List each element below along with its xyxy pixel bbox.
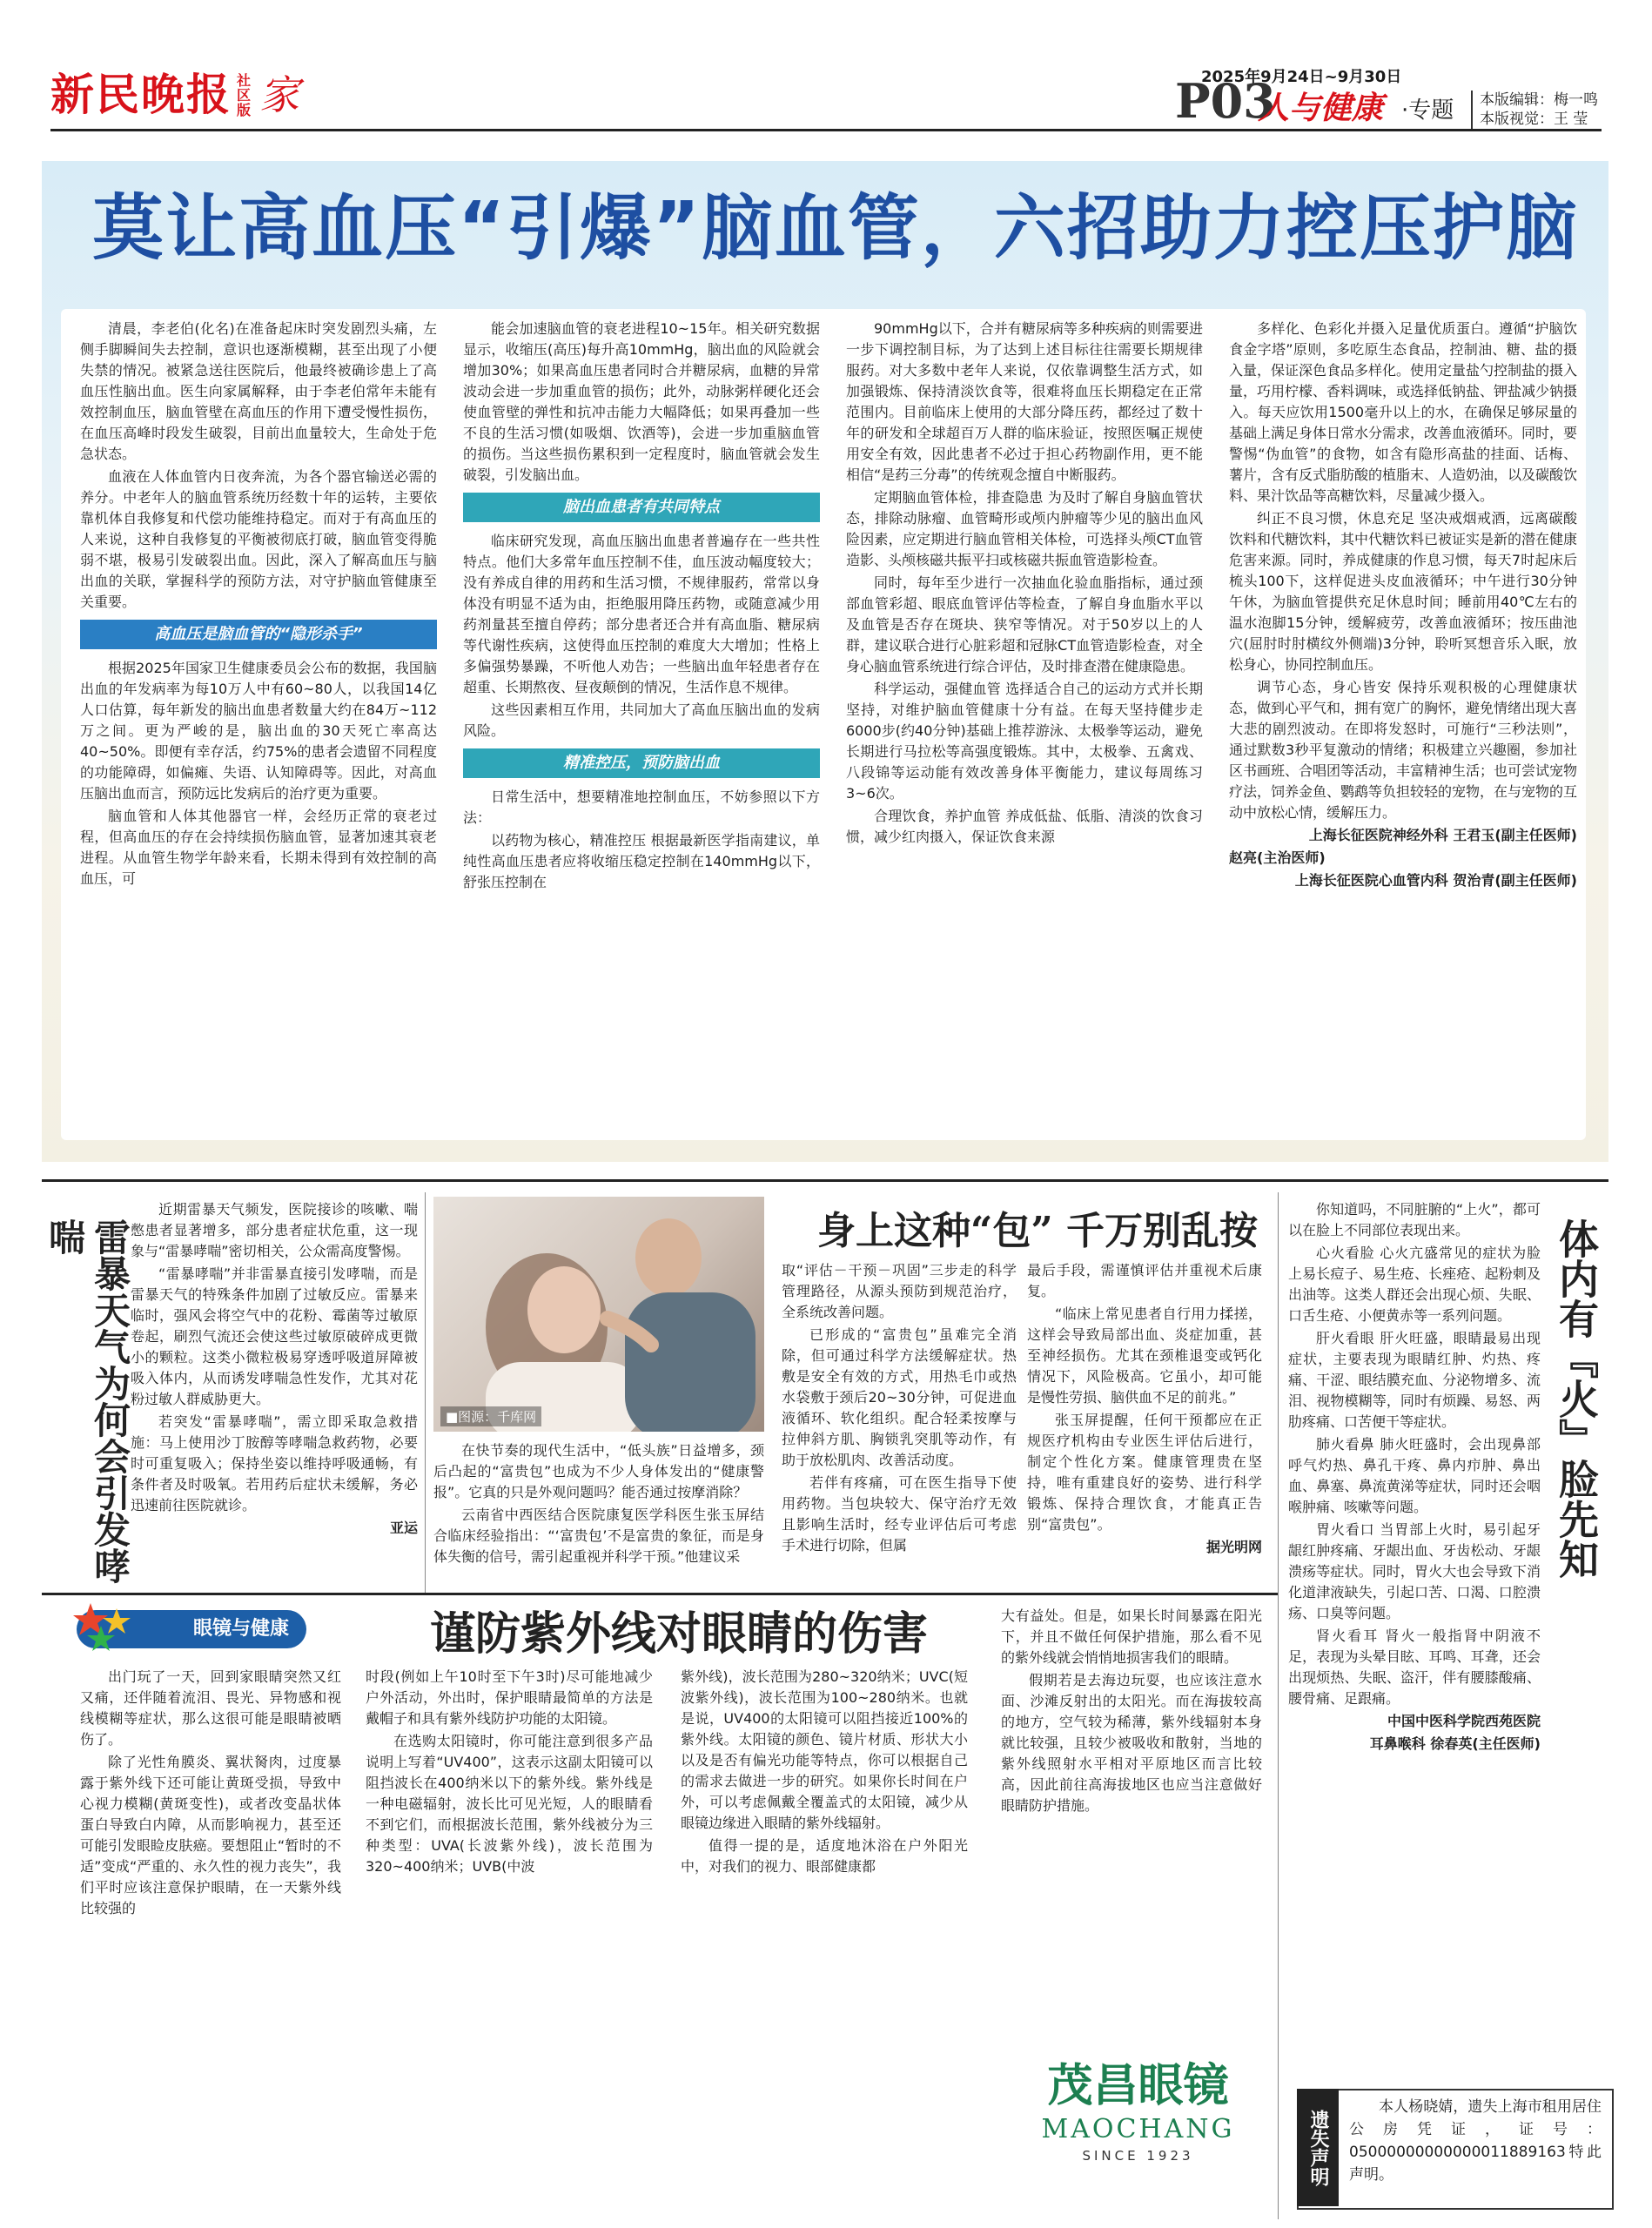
paragraph: 肝火看眼 肝火旺盛，眼睛最易出现症状，主要表现为眼睛红肿、灼热、疼痛、干涩、眼结膜充血、分泌物增多、流泪、视物模糊等，同时有烦躁、易怒、两肋疼痛、口苦便干等症状。 <box>1288 1330 1541 1430</box>
header-rule <box>50 129 1602 131</box>
paper-name: 新民晚报 <box>50 69 232 120</box>
editor-line: 本版编辑：梅一鸣 <box>1480 91 1598 109</box>
issue-date: 2025年9月24日~9月30日 <box>1201 68 1402 86</box>
paragraph: 你知道吗，不同脏腑的“上火”，都可以在脸上不同部位表现出来。 <box>1288 1201 1541 1238</box>
paragraph: 脑血管和人体其他器官一样，会经历正常的衰老过程，但高血压的存在会持续损伤脑血管，显著加速其衰老进程。从血管生物学年龄来看，长期未得到有效控制的高血压，可 <box>80 808 437 887</box>
paragraph: 临床研究发现，高血压脑出血患者普遍存在一些共性特点。他们大多常年血压控制不佳，血压波动幅度较大；没有养成自律的用药和生活习惯，不规律服药，常常以身体没有明显不适为由，拒绝服用降压药物，或随意减少用药剂量甚至擅自停药；部分患者还合并有高血脂、糖尿病等代谢性疾病，这使得血压控制的难度大大增加；性格上多偏强势暴躁，不听他人劝告；一些脑出血年轻患者存在超重、长期熬夜、昼夜颠倒的情况，生活作息不规律。 <box>463 533 820 695</box>
feature-column-1 <box>80 319 437 891</box>
paragraph: “临床上常见患者自行用力揉搓，这样会导致局部出血、炎症加重，甚至神经损伤。尤其在颈椎退变或钙化情况下，风险极高。它虽小，却可能是慢性劳损、脑供血不足的前兆。” <box>1027 1305 1262 1406</box>
paragraph: 能会加速脑血管的衰老进程10~15年。相关研究数据显示，收缩压(高压)每升高10mmHg，脑出血的风险就会增加30%；如果高血压患者同时合并糖尿病，血糖的异常波动会进一步加重血管的损伤；此外，动脉粥样硬化还会使血管壁的弹性和抗冲击能力大幅降低；如果再叠加一些不良的生活习惯(如吸烟、饮酒等)，会进一步加重脑血管的损伤。当这些损伤累积到一定程度时，脑血管就会发生破裂，引发脑出血。 <box>463 320 820 483</box>
paragraph: 肾火看耳 肾火一般指肾中阴液不足，表现为头晕目眩、耳鸣、耳聋，还会出现烦热、失眠、盗汗，伴有腰膝酸痛、腰骨痛、足跟痛。 <box>1288 1627 1541 1707</box>
paragraph: 根据2025年国家卫生健康委员会公布的数据，我国脑出血的年发病率为每10万人中有60~80人，以我国14亿人口估算，每年新发的脑出血患者数量大约在84万~112万之间。更为严峻的是，脑出血的30天死亡率高达40~50%。即便有幸存活，约75%的患者会遗留不同程度的功能障碍，如偏瘫、失语、认知障碍等。因此，对高血压脑出血而言，预防远比发病后的治疗更为重要。 <box>80 660 437 802</box>
paragraph: 紫外线)，波长范围为280~320纳米；UVC(短波紫外线)，波长范围为100~280纳米。也就是说，UV400的太阳镜可以阻挡接近100%的紫外线。太阳镜的颜色、镜片材质、形状大小以及是否有偏光功能等特点，你可以根据自己的需求去做进一步的研究。如果你长时间在户外，可以考虑佩戴全覆盖式的太阳镜，减少从眼镜边缘进入眼睛的紫外线辐射。 <box>681 1668 968 1831</box>
paragraph: 科学运动，强健血管 选择适合自己的运动方式并长期坚持，对维护脑血管健康十分有益。在每天坚持健步走6000步(约40分钟)基础上推荐游泳、太极拳等运动，避免长期进行马拉松等高强度锻炼。其中，太极拳、五禽戏、八段锦等运动能有效改善身体平衡能力，建议每周练习3~6次。 <box>846 681 1203 802</box>
column-name: 人与健康 <box>1258 90 1384 126</box>
feature-headline: 莫让高血压“引爆”脑血管，六招助力控压护脑 <box>92 187 1579 270</box>
masthead <box>50 64 338 125</box>
bag-column-3 <box>1027 1260 1262 1560</box>
feature-column-4 <box>1229 319 1577 893</box>
paragraph: 以药物为核心，精准控压 根据最新医学指南建议，单纯性高血压患者应将收缩压稳定控制在140mmHg以下，舒张压控制在 <box>463 832 820 890</box>
paragraph: 大有益处。但是，如果长时间暴露在阳光下，并且不做任何保护措施，那么看不见的紫外线就会悄悄地损害我们的眼睛。 <box>1001 1607 1262 1666</box>
editor-credits <box>1471 91 1598 129</box>
fire-title: 体内有『火』脸先知 <box>1553 1218 1600 1579</box>
eye-column-1 <box>80 1667 341 1921</box>
author-line: 上海长征医院心血管内科 贺治青(副主任医师) <box>1294 872 1577 889</box>
eye-column-2 <box>366 1667 653 1879</box>
author-line: 耳鼻喉科 徐春英(主任医师) <box>1369 1735 1541 1752</box>
paragraph: 同时，每年至少进行一次抽血化验血脂指标，通过颈部血管彩超、眼底血管评估等检查，了解自身血脂水平以及血管是否存在斑块、狭窄等情况。对于50岁以上的人群，建议联合进行心脏彩超和冠脉CT血管造影检查，对全身心脑血管系统进行综合评估，及时排查潜在健康隐患。 <box>846 574 1203 674</box>
paragraph: 多样化、色彩化并摄入足量优质蛋白。遵循“护脑饮食金字塔”原则，多吃原生态食品，控制油、糖、盐的摄入量，保证深色食品多样化。使用定量盐勺控制盐的摄入量，巧用柠檬、香料调味，或选择低钠盐、钾盐减少钠摄入。每天应饮用1500毫升以上的水，在确保足够尿量的基础上满足身体日常水分需求，改善血液循环。同时，要警惕“伪血管”的食物，如含有隐形高盐的挂面、话梅、薯片，含有反式脂肪酸的植脂末、人造奶油，以及碳酸饮料、果汁饮品等高糖饮料，尽量减少摄入。 <box>1229 320 1578 504</box>
subhead-hidden-killer: 高血压是脑血管的“隐形杀手” <box>80 620 437 649</box>
paragraph: 心火看脸 心火亢盛常见的症状为脸上易长痘子、易生疮、长痤疮、起粉刺及出油等。这类人群还会出现心烦、失眠、口舌生疮、小便黄赤等一系列问题。 <box>1288 1245 1541 1324</box>
masthead-jia: 家 <box>259 71 299 118</box>
edition-label: 社区版 <box>237 72 252 118</box>
thunder-title: 雷暴天气为何会引发哮喘 <box>44 1218 131 1584</box>
logo-chinese: 茂昌眼镜 <box>1047 2059 1229 2112</box>
column-divider <box>1278 1192 1279 2219</box>
logo-english: MAOCHANG <box>1041 2114 1235 2144</box>
paragraph: 时段(例如上午10时至下午3时)尽可能地减少户外活动，外出时，保护眼睛最简单的方法是戴帽子和具有紫外线防护功能的太阳镜。 <box>366 1668 653 1727</box>
designer-line: 本版视觉：王 莹 <box>1480 111 1588 128</box>
page-number: P03 <box>1175 73 1276 129</box>
subhead-common-traits: 脑出血患者有共同特点 <box>463 493 820 522</box>
feature-column-2 <box>463 319 820 895</box>
lost-notice-tag: 遗失声明 <box>1297 2089 1339 2206</box>
stars-icon <box>71 1600 141 1657</box>
paragraph: 张玉屏提醒，任何干预都应在正规医疗机构由专业医生评估后进行，制定个性化方案。健康管理贵在坚持，唯有重建良好的姿势、进行科学锻炼、保持合理饮食，才能真正告别“富贵包”。 <box>1027 1412 1262 1533</box>
paragraph: 调节心态，身心皆安 保持乐观积极的心理健康状态，做到心平气和，拥有宽广的胸怀，避免情绪出现大喜大悲的剧烈波动。在即将发怒时，可施行“三秒法则”，通过默数3秒平复激动的情绪；积极建立兴趣圈，参加社区书画班、合唱团等活动，丰富精神生活；也可尝试宠物疗法，饲养金鱼、鹦鹉等负担较轻的宠物，在与宠物的互动中放松心情，缓解压力。 <box>1229 679 1578 821</box>
paragraph: 定期脑血管体检，排查隐患 为及时了解自身脑血管状态，排除动脉瘤、血管畸形或颅内肿瘤等少见的脑出血风险因素，应定期进行脑血管相关体检，可选择头颅CT血管造影、头颅核磁共振平扫或核磁共振血管造影检查。 <box>846 489 1203 568</box>
neck-massage-photo <box>433 1197 764 1432</box>
eye-column-3 <box>681 1667 968 1879</box>
paragraph: 最后手段，需谨慎评估并重视术后康复。 <box>1027 1262 1262 1299</box>
author: 据光明网 <box>1205 1539 1262 1555</box>
bag-title: 身上这种“包” 千万别乱按 <box>817 1209 1258 1253</box>
paragraph: 出门玩了一天，回到家眼睛突然又红又痛，还伴随着流泪、畏光、异物感和视线模糊等症状，那么这很可能是眼睛被晒伤了。 <box>80 1668 341 1748</box>
paragraph: 清晨，李老伯(化名)在准备起床时突发剧烈头痛，左侧手脚瞬间失去控制，意识也逐渐模糊，甚至出现了小便失禁的情况。被紧急送往医院后，他最终被确诊患上了高血压性脑出血。医生向家属解释，由于李老伯常年未能有效控制血压，脑血管壁在高血压的作用下遭受慢性损伤，在血压高峰时段发生破裂，目前出血量较大，生命处于危急状态。 <box>80 320 437 462</box>
author: 亚运 <box>389 1520 418 1536</box>
photo-illustration <box>433 1197 764 1432</box>
lost-notice-text <box>1349 2096 1602 2188</box>
paragraph: 纠正不良习惯，休息充足 坚决戒烟戒酒，远离碳酸饮料和代糖饮料，其中代糖饮料已被证实是新的潜在健康危害来源。同时，养成健康的作息习惯，每天7时起床后梳头100下，这样促进头皮血液循环；中午进行30分钟午休，为脑血管提供充足休息时间；睡前用40℃左右的温水泡脚15分钟，缓解疲劳，改善血液循环；按压曲池穴(屈肘时肘横纹外侧端)3分钟，聆听冥想音乐入眠，放松身心，协同控制血压。 <box>1229 510 1578 673</box>
bag-column-2 <box>782 1260 1017 1558</box>
paragraph: 已形成的“富贵包”虽难完全消除，但可通过科学方法缓解症状。热敷是安全有效的方式，用热毛巾或热水袋敷于颈后20~30分钟，可促进血液循环、软化组织。配合轻柔按摩与拉伸斜方肌、胸锁乳突肌等动作，有助于放松肌肉、改善活动度。 <box>782 1326 1017 1468</box>
bag-column-1 <box>433 1440 764 1569</box>
paragraph: 值得一提的是，适度地沐浴在户外阳光中，对我们的视力、眼部健康都 <box>681 1837 968 1875</box>
paragraph: 若伴有疼痛，可在医生指导下使用药物。当包块较大、保守治疗无效且影响生活时，经专业评估后可考虑手术进行切除，但属 <box>782 1474 1017 1554</box>
paragraph: 假期若是去海边玩耍，也应该注意水面、沙滩反射出的太阳光。而在海拔较高的地方，空气较为稀薄，紫外线辐射本身就比较强，且较少被吸收和散射，当地的紫外线照射水平相对平原地区而言比较高，因此前往高海拔地区也应当注意做好眼睛防护措施。 <box>1001 1672 1262 1814</box>
paragraph: 近期雷暴天气频发，医院接诊的咳嗽、喘憋患者显著增多，部分患者症状危重，这一现象与“雷暴哮喘”密切相关，公众需高度警惕。 <box>131 1201 418 1259</box>
photo-caption: ■图源：千库网 <box>440 1406 541 1426</box>
fire-body <box>1288 1199 1541 1756</box>
paragraph: 血液在人体血管内日夜奔流，为各个器官输送必需的养分。中老年人的脑血管系统历经数十年的运转，主要依靠机体自我修复和代偿功能维持稳定。而对于有高血压的人来说，这种自我修复的平衡被彻底打破，脑血管变得脆弱不堪，极易引发破裂出血。因此，深入了解高血压与脑出血的关联，掌握科学的预防方法，对守护脑血管健康至关重要。 <box>80 468 437 610</box>
paragraph: 在选购太阳镜时，你可能注意到很多产品说明上写着“UV400”，这表示这副太阳镜可以阻挡波长在400纳米以下的紫外线。紫外线是一种电磁辐射，波长比可见光短，人的眼睛看不到它们，而根据波长范围，紫外线被分为三种类型：UVA(长波紫外线)，波长范围为320~400纳米；UVB(中波 <box>366 1733 653 1875</box>
paragraph: 云南省中西医结合医院康复医学科医生张玉屏结合临床经验指出：“‘富贵包’不是富贵的象征，而是身体失衡的信号，需引起重视并科学干预。”他建议采 <box>433 1507 764 1565</box>
thunder-body <box>131 1199 418 1540</box>
column-divider <box>425 1192 426 1593</box>
paragraph: 胃火看口 当胃部上火时，易引起牙龈红肿疼痛、牙龈出血、牙齿松动、牙龈溃疡等症状。同时，胃火大也会导致下消化道津液缺失，引起口苦、口渴、口腔溃疡、口臭等问题。 <box>1288 1521 1541 1621</box>
paragraph: 合理饮食，养护血管 养成低盐、低脂、清淡的饮食习惯，减少红肉摄入，保证饮食来源 <box>846 808 1203 845</box>
maochang-logo <box>1014 2058 1262 2198</box>
eye-title: 谨防紫外线对眼睛的伤害 <box>429 1607 928 1661</box>
subhead-precise-control: 精准控压，预防脑出血 <box>463 748 820 778</box>
section-rule <box>42 1593 1278 1595</box>
notice-paragraph: 本人杨晓婧，遗失上海市租用居住公房凭证，证号：05000000000000011889163特此声明。 <box>1349 2098 1602 2184</box>
paragraph: 在快节奏的现代生活中，“低头族”日益增多，颈后凸起的“富贵包”也成为不少人身体发出的“健康警报”。它真的只是外观问题吗？能否通过按摩消除？ <box>433 1442 764 1500</box>
logo-since: SINCE 1923 <box>1082 2148 1194 2164</box>
paragraph: 肺火看鼻 肺火旺盛时，会出现鼻部呼气灼热、鼻孔干疼、鼻内疖肿、鼻出血、鼻塞、鼻流黄涕等症状，同时还会咽喉肿痛、咳嗽等问题。 <box>1288 1436 1541 1515</box>
paragraph: 除了光性角膜炎、翼状胬肉，过度暴露于紫外线下还可能让黄斑受损，导致中心视力模糊(黄斑变性)，或者改变晶状体蛋白导致白内障，从而影响视力，甚至还可能引发眼睑皮肤癌。要想阻止“暂时的不适”变成“严重的、永久性的视力丧失”，我们平时应该注意保护眼睛，在一天紫外线比较强的 <box>80 1754 341 1916</box>
author-line: 上海长征医院神经外科 王君玉(副主任医师) <box>1308 827 1577 843</box>
eye-column-4 <box>1001 1606 1262 1818</box>
paragraph: 取“评估－干预－巩固”三步走的科学管理路径，从源头预防到规范治疗，全系统改善问题。 <box>782 1262 1017 1320</box>
paragraph: 若突发“雷暴哮喘”，需立即采取急救措施：马上使用沙丁胺醇等哮喘急救药物，必要时可重复吸入；保持坐姿以维持呼吸通畅，有条件者及时吸氧。若用药后症状未缓解，务必迅速前往医院就诊。 <box>131 1413 418 1513</box>
paragraph: “雷暴哮喘”并非雷暴直接引发哮喘，而是雷暴天气的特殊条件加剧了过敏反应。雷暴来临时，强风会将空气中的花粉、霉菌等过敏原卷起，刷烈气流还会使这些过敏原破碎成更微小的颗粒。这类小微粒极易穿透呼吸道屏障被吸入体内，从而诱发哮喘急性发作，尤其对花粉过敏人群威胁更大。 <box>131 1265 418 1407</box>
author-line: 赵亮(主治医师) <box>1229 849 1326 866</box>
column-suffix: ·专题 <box>1401 97 1454 124</box>
paragraph: 90mmHg以下，合并有糖尿病等多种疾病的则需要进一步下调控制目标，为了达到上述目标往往需要长期规律服药。对大多数中老年人来说，仅依靠调整生活方式，如加强锻炼、保持清淡饮食等，很难将血压长期稳定在正常范围内。目前临床上使用的大部分降压药，都经过了数十年的研发和全球超百万人群的临床验证，按照医嘱正规使用安全有效，因此患者不必过于担心药物副作用，更不能相信“是药三分毒”的传统观念擅自中断服药。 <box>846 320 1203 483</box>
paragraph: 日常生活中，想要精准地控制血压，不妨参照以下方法： <box>463 789 820 826</box>
feature-column-3 <box>846 319 1203 849</box>
author-line: 中国中医科学院西苑医院 <box>1387 1713 1541 1729</box>
paragraph: 这些因素相互作用，共同加大了高血压脑出血的发病风险。 <box>463 701 820 739</box>
badge-label: 眼镜与健康 <box>192 1618 289 1640</box>
section-rule <box>42 1179 1608 1182</box>
